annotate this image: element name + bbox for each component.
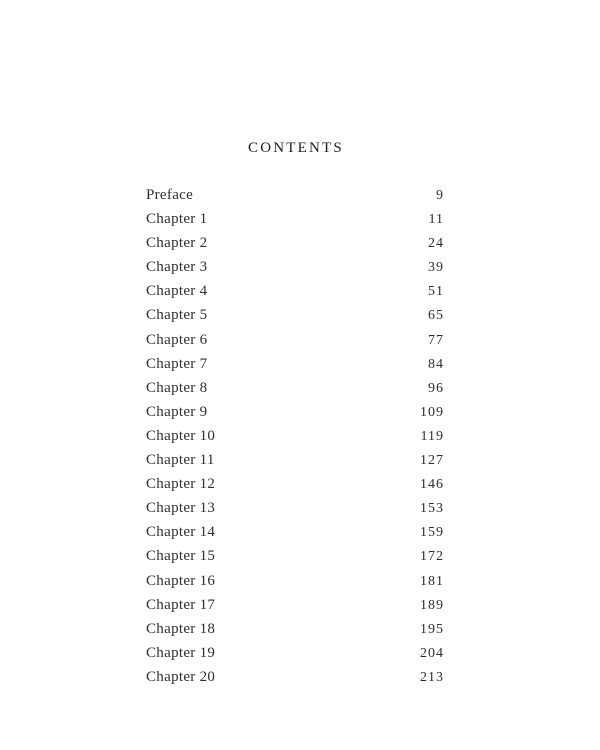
toc-entry (146, 231, 444, 255)
toc-entry-title: Chapter 6 (146, 331, 208, 348)
toc-entry (146, 593, 444, 617)
toc-entry-title: Chapter 20 (146, 668, 216, 685)
toc-entry-page-number: 51 (428, 284, 444, 300)
toc-entry (146, 665, 444, 689)
toc-entry-title: Chapter 8 (146, 379, 208, 396)
toc-entry-title: Chapter 11 (146, 452, 215, 469)
toc-entry (146, 279, 444, 303)
toc-entry-title: Chapter 19 (146, 644, 216, 661)
contents-heading: CONTENTS (248, 140, 344, 156)
toc-entry-page-number: 172 (420, 549, 444, 565)
toc-entry-page-number: 9 (436, 188, 444, 203)
toc-entry-page-number: 109 (420, 404, 444, 420)
toc-entry-page-number: 127 (420, 453, 444, 469)
toc-entry-title: Chapter 9 (146, 403, 208, 420)
toc-entry-page-number: 77 (428, 332, 444, 348)
toc-entry-page-number: 213 (420, 669, 444, 685)
toc-entry-page-number: 189 (420, 597, 444, 613)
toc-entry-title: Chapter 12 (146, 476, 216, 493)
toc-entry-page-number: 181 (420, 573, 444, 589)
toc-entry-page-number: 159 (420, 525, 444, 541)
toc-entry (146, 472, 444, 496)
toc-entry (146, 328, 444, 352)
toc-entry-page-number: 24 (428, 236, 444, 252)
toc-entry (146, 544, 444, 568)
toc-entry (146, 207, 444, 231)
toc-entry-page-number: 153 (420, 501, 444, 517)
toc-entry-title: Chapter 2 (146, 235, 208, 252)
toc-entry-page-number: 65 (428, 308, 444, 324)
toc-entry (146, 448, 444, 472)
toc-entry-title: Chapter 18 (146, 620, 216, 637)
toc-entry-page-number: 84 (428, 356, 444, 372)
toc-entry (146, 352, 444, 376)
toc-entry (146, 520, 444, 544)
toc-entry (146, 496, 444, 520)
toc-entry-title: Chapter 4 (146, 283, 208, 300)
toc-entry-title: Preface (146, 187, 194, 203)
toc-entry-title: Chapter 15 (146, 548, 216, 565)
toc-entry-title: Chapter 14 (146, 524, 216, 541)
toc-entry-title: Chapter 10 (146, 427, 216, 444)
toc-entry-title: Chapter 16 (146, 572, 216, 589)
toc-entry-page-number: 39 (428, 260, 444, 276)
toc-entry-page-number: 96 (428, 380, 444, 396)
toc-entry (146, 617, 444, 641)
toc-entry-page-number: 11 (428, 212, 444, 228)
toc-entry-title: Chapter 17 (146, 596, 216, 613)
toc-entry-title: Chapter 5 (146, 307, 208, 324)
toc-entry (146, 255, 444, 279)
toc-entry (146, 641, 444, 665)
toc-entry (146, 376, 444, 400)
toc-entry-page-number: 146 (420, 477, 444, 493)
toc-entry-title: Chapter 7 (146, 355, 208, 372)
toc-entry-page-number: 195 (420, 621, 444, 637)
toc-entry (146, 569, 444, 593)
toc-entry (146, 303, 444, 327)
toc-entry-title: Chapter 1 (146, 211, 208, 228)
table-of-contents (146, 183, 444, 689)
toc-entry-title: Chapter 3 (146, 259, 208, 276)
toc-entry (146, 424, 444, 448)
toc-entry-page-number: 204 (420, 645, 444, 661)
toc-entry-page-number: 119 (420, 428, 444, 444)
toc-entry (146, 183, 444, 207)
toc-entry (146, 400, 444, 424)
toc-entry-title: Chapter 13 (146, 500, 216, 517)
